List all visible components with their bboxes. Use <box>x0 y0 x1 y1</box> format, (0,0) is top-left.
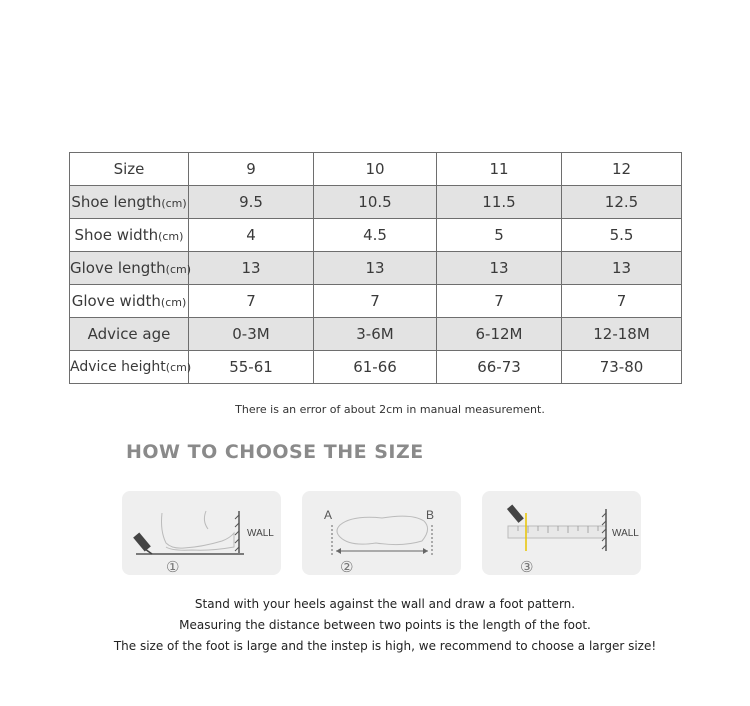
size-cell: 9 <box>189 153 314 186</box>
size-table <box>69 152 682 384</box>
table-cell: 61-66 <box>314 351 437 384</box>
table-cell: 66-73 <box>437 351 562 384</box>
table-row <box>70 219 682 252</box>
instruction-line-1: Stand with your heels against the wall and draw a foot pattern. <box>194 597 576 611</box>
size-cell: 12 <box>562 153 682 186</box>
row-label: Advice height(cm) <box>70 351 189 384</box>
size-cell: 11 <box>437 153 562 186</box>
step-number-icon: ② <box>340 558 354 575</box>
table-cell: 10.5 <box>314 186 437 219</box>
table-cell: 13 <box>437 252 562 285</box>
table-cell: 12-18M <box>562 318 682 351</box>
table-cell: 5.5 <box>562 219 682 252</box>
table-cell: 13 <box>562 252 682 285</box>
table-cell: 4 <box>189 219 314 252</box>
table-row <box>70 285 682 318</box>
table-cell: 3-6M <box>314 318 437 351</box>
section-heading: HOW TO CHOOSE THE SIZE <box>126 441 424 463</box>
table-cell: 13 <box>314 252 437 285</box>
step-number-icon: ① <box>166 558 180 575</box>
instruction-line-3: The size of the foot is large and the instep is high, we recommend to choose a larger size! <box>113 639 657 653</box>
table-row <box>70 252 682 285</box>
table-cell: 7 <box>437 285 562 318</box>
footprint-icon <box>337 516 428 545</box>
unit-label: (cm) <box>161 197 187 210</box>
step-3-panel <box>482 491 641 575</box>
table-cell: 4.5 <box>314 219 437 252</box>
step-number-icon: ③ <box>520 558 534 575</box>
size-header-row <box>70 153 682 186</box>
table-cell: 73-80 <box>562 351 682 384</box>
point-b-label: B <box>426 508 435 522</box>
table-row <box>70 318 682 351</box>
foot-tracing-illustration <box>122 491 281 575</box>
table-row <box>70 186 682 219</box>
unit-label: (cm) <box>160 296 187 309</box>
step-1-panel <box>122 491 281 575</box>
pencil-icon <box>507 505 524 523</box>
table-cell: 0-3M <box>189 318 314 351</box>
table-cell: 7 <box>189 285 314 318</box>
wall-label: WALL <box>612 528 639 539</box>
point-a-label: A <box>324 508 333 522</box>
table-cell: 12.5 <box>562 186 682 219</box>
wall-icon <box>235 511 239 553</box>
wall-label: WALL <box>247 528 274 539</box>
unit-label: (cm) <box>165 361 192 374</box>
row-label: Shoe width(cm) <box>70 219 189 252</box>
foot-length-illustration <box>302 491 461 575</box>
table-cell: 5 <box>437 219 562 252</box>
unit-label: (cm) <box>158 230 184 243</box>
measurement-note: There is an error of about 2cm in manual measurement. <box>235 403 545 416</box>
table-cell: 9.5 <box>189 186 314 219</box>
table-cell: 7 <box>314 285 437 318</box>
pencil-icon <box>133 533 152 554</box>
foot-outline-icon <box>162 513 235 550</box>
row-label: Advice age <box>70 318 189 351</box>
instruction-line-2: Measuring the distance between two points is the length of the foot. <box>179 618 591 632</box>
table-row <box>70 351 682 384</box>
ruler-measure-illustration <box>482 491 641 575</box>
table-cell: 13 <box>189 252 314 285</box>
row-label: Shoe length(cm) <box>70 186 189 219</box>
table-cell: 7 <box>562 285 682 318</box>
table-cell: 55-61 <box>189 351 314 384</box>
row-label: Glove width(cm) <box>70 285 189 318</box>
ruler-icon <box>508 526 606 538</box>
table-cell: 11.5 <box>437 186 562 219</box>
unit-label: (cm) <box>165 263 192 276</box>
row-label: Size <box>70 153 189 186</box>
size-cell: 10 <box>314 153 437 186</box>
table-cell: 6-12M <box>437 318 562 351</box>
step-2-panel <box>302 491 461 575</box>
row-label: Glove length(cm) <box>70 252 189 285</box>
